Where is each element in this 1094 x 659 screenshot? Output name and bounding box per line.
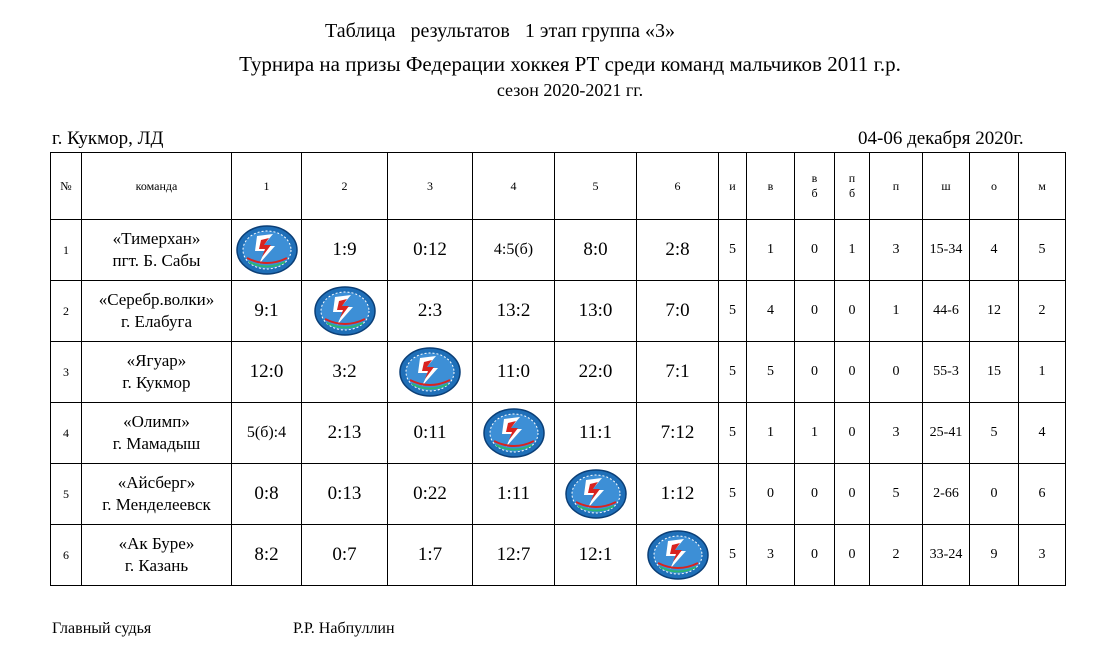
row-num: 2 (51, 281, 82, 342)
team-name: «Ак Буре» (118, 534, 195, 553)
federation-logo-icon (482, 407, 546, 459)
wins-cell: 1 (747, 403, 795, 464)
header-points: о (970, 153, 1019, 220)
goals-cell: 2-66 (923, 464, 970, 525)
points-cell: 0 (970, 464, 1019, 525)
header-game-1: 1 (232, 153, 302, 220)
points-cell: 4 (970, 220, 1019, 281)
ot-wins-cell: 0 (795, 342, 835, 403)
score-cell: 1:12 (637, 464, 719, 525)
diagonal-logo-cell (473, 403, 555, 464)
venue-city: г. Кукмор, ЛД (52, 128, 164, 149)
score-cell: 9:1 (232, 281, 302, 342)
losses-cell: 1 (870, 281, 923, 342)
ot-wins-cell: 0 (795, 464, 835, 525)
document-title: Таблица результатов 1 этап группа «3» (325, 20, 675, 42)
ot-losses-cell: 0 (835, 342, 870, 403)
header-game-3: 3 (388, 153, 473, 220)
wins-cell: 3 (747, 525, 795, 586)
wins-cell: 0 (747, 464, 795, 525)
place-cell: 4 (1019, 403, 1066, 464)
row-num: 1 (51, 220, 82, 281)
games-cell: 5 (719, 342, 747, 403)
row-num: 3 (51, 342, 82, 403)
score-cell: 7:1 (637, 342, 719, 403)
losses-cell: 3 (870, 403, 923, 464)
header-team: команда (82, 153, 232, 220)
games-cell: 5 (719, 525, 747, 586)
score-cell: 1:7 (388, 525, 473, 586)
team-city: г. Казань (124, 556, 189, 575)
table-row (51, 220, 1066, 281)
diagonal-logo-cell (232, 220, 302, 281)
table-row (51, 525, 1066, 586)
score-cell: 0:13 (302, 464, 388, 525)
score-cell: 3:2 (302, 342, 388, 403)
games-cell: 5 (719, 220, 747, 281)
losses-cell: 5 (870, 464, 923, 525)
diagonal-logo-cell (555, 464, 637, 525)
score-cell: 8:0 (555, 220, 637, 281)
header-ot-losses-top: п (848, 171, 856, 185)
team-name: «Айсберг» (117, 473, 196, 492)
header-goals: ш (923, 153, 970, 220)
ot-losses-cell: 0 (835, 464, 870, 525)
header-ot-wins (795, 153, 835, 220)
goals-cell: 33-24 (923, 525, 970, 586)
federation-logo-icon (235, 224, 299, 276)
score-cell: 0:22 (388, 464, 473, 525)
losses-cell: 0 (870, 342, 923, 403)
row-num: 6 (51, 525, 82, 586)
team-name: «Тимерхан» (112, 229, 201, 248)
place-cell: 3 (1019, 525, 1066, 586)
header-game-5: 5 (555, 153, 637, 220)
results-table (50, 152, 1066, 586)
diagonal-logo-cell (302, 281, 388, 342)
score-cell: 11:0 (473, 342, 555, 403)
score-cell: 2:8 (637, 220, 719, 281)
ot-losses-cell: 1 (835, 220, 870, 281)
team-cell (82, 220, 232, 281)
diagonal-logo-cell (637, 525, 719, 586)
federation-logo-icon (564, 468, 628, 520)
table-row (51, 464, 1066, 525)
games-cell: 5 (719, 403, 747, 464)
score-cell: 13:0 (555, 281, 637, 342)
team-name: «Ягуар» (126, 351, 187, 370)
team-cell (82, 525, 232, 586)
score-cell: 0:8 (232, 464, 302, 525)
table-row (51, 342, 1066, 403)
goals-cell: 55-3 (923, 342, 970, 403)
score-cell: 4:5(б) (473, 220, 555, 281)
score-cell: 2:3 (388, 281, 473, 342)
team-cell (82, 281, 232, 342)
losses-cell: 3 (870, 220, 923, 281)
header-losses: п (870, 153, 923, 220)
score-cell: 0:12 (388, 220, 473, 281)
header-num: № (51, 153, 82, 220)
score-cell: 0:7 (302, 525, 388, 586)
team-city: г. Мамадыш (112, 434, 201, 453)
team-city: г. Менделеевск (102, 495, 211, 514)
score-cell: 8:2 (232, 525, 302, 586)
chief-judge-label: Главный судья (52, 620, 152, 637)
points-cell: 9 (970, 525, 1019, 586)
score-cell: 12:0 (232, 342, 302, 403)
federation-logo-icon (646, 529, 710, 581)
federation-logo-icon (398, 346, 462, 398)
ot-losses-cell: 0 (835, 403, 870, 464)
losses-cell: 2 (870, 525, 923, 586)
score-cell: 1:9 (302, 220, 388, 281)
ot-losses-cell: 0 (835, 525, 870, 586)
row-num: 5 (51, 464, 82, 525)
chief-judge-name: Р.Р. Набпуллин (293, 620, 395, 637)
score-cell: 2:13 (302, 403, 388, 464)
wins-cell: 1 (747, 220, 795, 281)
header-ot-wins-top: в (811, 171, 818, 185)
games-cell: 5 (719, 281, 747, 342)
team-name: «Серебр.волки» (98, 290, 215, 309)
score-cell: 13:2 (473, 281, 555, 342)
points-cell: 15 (970, 342, 1019, 403)
team-cell (82, 403, 232, 464)
score-cell: 22:0 (555, 342, 637, 403)
score-cell: 7:0 (637, 281, 719, 342)
header-game-4: 4 (473, 153, 555, 220)
ot-wins-cell: 0 (795, 281, 835, 342)
team-cell (82, 464, 232, 525)
ot-wins-cell: 1 (795, 403, 835, 464)
ot-wins-cell: 0 (795, 220, 835, 281)
place-cell: 1 (1019, 342, 1066, 403)
table-row (51, 403, 1066, 464)
header-place: м (1019, 153, 1066, 220)
score-cell: 0:11 (388, 403, 473, 464)
place-cell: 2 (1019, 281, 1066, 342)
team-name: «Олимп» (123, 412, 190, 431)
table-header-row (51, 153, 1066, 220)
ot-wins-cell: 0 (795, 525, 835, 586)
season-title: сезон 2020-2021 гг. (496, 80, 644, 100)
header-ot-losses (835, 153, 870, 220)
points-cell: 5 (970, 403, 1019, 464)
header-wins: в (747, 153, 795, 220)
score-cell: 5(б):4 (232, 403, 302, 464)
header-ot-wins-bottom: б (811, 186, 818, 200)
table-row (51, 281, 1066, 342)
header-ot-losses-bottom: б (848, 186, 856, 200)
team-city: г. Елабуга (121, 312, 192, 331)
team-city: г. Кукмор (122, 373, 191, 392)
header-game-2: 2 (302, 153, 388, 220)
score-cell: 12:1 (555, 525, 637, 586)
score-cell: 12:7 (473, 525, 555, 586)
goals-cell: 44-6 (923, 281, 970, 342)
header-games: и (719, 153, 747, 220)
wins-cell: 5 (747, 342, 795, 403)
place-cell: 5 (1019, 220, 1066, 281)
points-cell: 12 (970, 281, 1019, 342)
goals-cell: 15-34 (923, 220, 970, 281)
games-cell: 5 (719, 464, 747, 525)
ot-losses-cell: 0 (835, 281, 870, 342)
team-city: пгт. Б. Сабы (112, 251, 201, 270)
goals-cell: 25-41 (923, 403, 970, 464)
tournament-title: Турнира на призы Федерации хоккея РТ среди команд мальчиков 2011 г.р. (239, 52, 901, 76)
federation-logo-icon (313, 285, 377, 337)
header-game-6: 6 (637, 153, 719, 220)
score-cell: 7:12 (637, 403, 719, 464)
event-dates: 04-06 декабря 2020г. (858, 128, 1024, 149)
score-cell: 11:1 (555, 403, 637, 464)
wins-cell: 4 (747, 281, 795, 342)
place-cell: 6 (1019, 464, 1066, 525)
diagonal-logo-cell (388, 342, 473, 403)
score-cell: 1:11 (473, 464, 555, 525)
team-cell (82, 342, 232, 403)
row-num: 4 (51, 403, 82, 464)
